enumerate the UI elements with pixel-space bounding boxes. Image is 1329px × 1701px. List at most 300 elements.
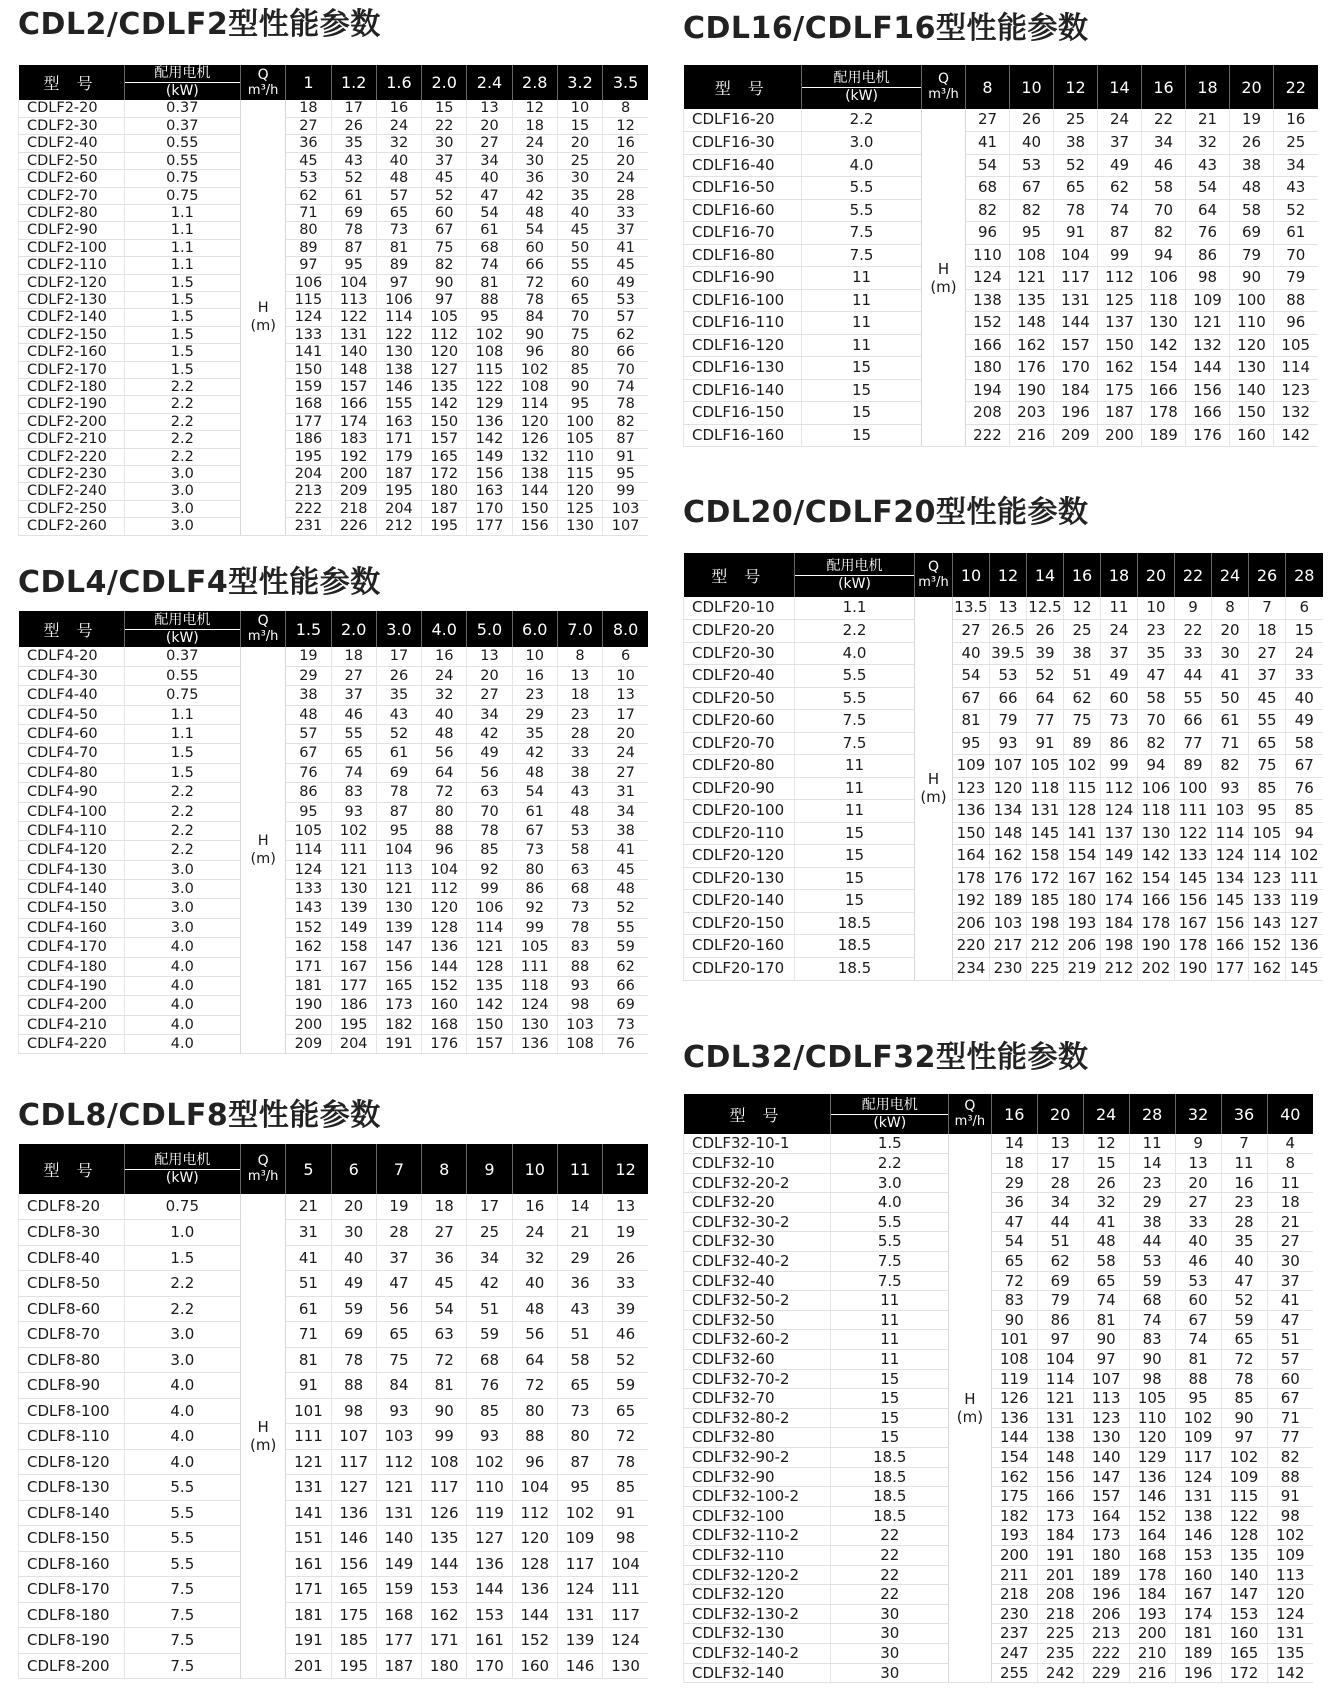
motor-power-cell: 2.2 (124, 413, 240, 430)
head-value-cell: 48 (1230, 177, 1274, 200)
head-value-cell: 16 (512, 666, 557, 685)
head-value-cell: 127 (331, 1475, 376, 1501)
head-value-cell: 74 (1098, 199, 1142, 222)
head-value-cell: 117 (1175, 1448, 1221, 1468)
table-row (684, 424, 1318, 447)
head-value-cell: 111 (331, 841, 376, 860)
head-value-cell: 119 (467, 1500, 512, 1526)
head-value-cell: 50 (557, 239, 602, 256)
head-value-cell: 135 (422, 378, 467, 395)
head-value-cell: 91 (1027, 732, 1064, 755)
head-value-cell: 27 (467, 135, 512, 152)
motor-power-cell: 15 (802, 357, 922, 380)
head-value-cell: 30 (422, 135, 467, 152)
model-cell: CDLF32-110-2 (684, 1526, 831, 1546)
table-row (684, 379, 1318, 402)
head-value-cell: 7 (1221, 1134, 1267, 1154)
flow-header: 4.0 (422, 611, 467, 647)
head-value-cell: 117 (603, 1602, 648, 1628)
head-value-cell: 52 (422, 187, 467, 204)
head-value-cell: 158 (331, 938, 376, 957)
motor-power-cell: 0.55 (124, 152, 240, 169)
table-row (684, 822, 1323, 845)
motor-power-cell: 22 (831, 1526, 949, 1546)
head-value-cell: 212 (1101, 957, 1138, 980)
head-value-cell: 173 (1037, 1506, 1083, 1526)
table-row (19, 1526, 649, 1552)
model-cell: CDLF32-90-2 (684, 1448, 831, 1468)
head-value-cell: 162 (1010, 334, 1054, 357)
motor-power-cell: 3.0 (124, 880, 240, 899)
head-value-cell: 31 (286, 1220, 331, 1246)
motor-power-cell: 2.2 (124, 1271, 240, 1297)
head-value-cell: 95 (603, 466, 648, 483)
head-value-cell: 86 (1186, 244, 1230, 267)
table-row (684, 1408, 1314, 1428)
table-row (19, 1347, 649, 1373)
table-row (19, 222, 649, 239)
head-value-cell: 202 (1138, 957, 1175, 980)
header-q-label: Q (257, 1153, 269, 1169)
motor-power-cell: 4.0 (124, 1424, 240, 1450)
model-cell: CDLF20-70 (684, 732, 795, 755)
head-unit-cell (241, 647, 286, 1054)
head-value-cell: 23 (557, 705, 602, 724)
motor-power-cell: 2.2 (802, 109, 922, 132)
head-value-cell: 20 (603, 152, 648, 169)
motor-power-cell: 0.55 (124, 135, 240, 152)
head-value-cell: 36 (991, 1193, 1037, 1213)
model-cell: CDLF2-60 (19, 170, 125, 187)
head-value-cell: 43 (331, 152, 376, 169)
head-value-cell: 104 (376, 841, 421, 860)
head-value-cell: 88 (467, 291, 512, 308)
head-value-cell: 47 (1138, 665, 1175, 688)
flow-header: 12 (1054, 65, 1098, 109)
motor-power-cell: 22 (831, 1585, 949, 1605)
head-value-cell: 31 (603, 783, 648, 802)
head-value-cell: 58 (1138, 687, 1175, 710)
head-value-cell: 65 (331, 744, 376, 763)
head-value-cell: 29 (557, 1245, 602, 1271)
head-value-cell: 44 (1037, 1212, 1083, 1232)
motor-power-cell: 18.5 (795, 957, 915, 980)
head-value-cell: 168 (376, 1602, 421, 1628)
head-value-cell: 81 (376, 239, 421, 256)
table-row (684, 867, 1323, 890)
head-value-cell: 189 (990, 890, 1027, 913)
head-value-cell: 90 (422, 1398, 467, 1424)
model-cell: CDLF8-60 (19, 1296, 125, 1322)
head-value-cell: 86 (1101, 732, 1138, 755)
head-unit-cell (241, 1194, 286, 1679)
head-value-cell: 131 (1267, 1624, 1313, 1644)
head-unit: (m) (956, 1408, 984, 1427)
head-value-cell: 72 (512, 1373, 557, 1399)
model-cell: CDLF8-120 (19, 1449, 125, 1475)
head-value-cell: 76 (1286, 777, 1323, 800)
head-value-cell: 60 (422, 204, 467, 221)
head-value-cell: 124 (1267, 1604, 1313, 1624)
head-value-cell: 17 (1037, 1154, 1083, 1174)
head-value-cell: 99 (512, 918, 557, 937)
head-value-cell: 85 (1286, 800, 1323, 823)
head-value-cell: 204 (331, 1035, 376, 1054)
model-cell: CDLF32-100-2 (684, 1487, 831, 1507)
model-cell: CDLF8-160 (19, 1551, 125, 1577)
table-row (19, 821, 649, 840)
head-value-cell: 109 (1186, 289, 1230, 312)
flow-header: 12 (603, 1144, 648, 1194)
flow-header: 24 (1083, 1094, 1129, 1134)
model-cell: CDLF4-120 (19, 841, 125, 860)
table-row (19, 257, 649, 274)
head-label: H (927, 770, 940, 789)
head-value-cell: 95 (557, 396, 602, 413)
head-value-cell: 93 (557, 976, 602, 995)
head-value-cell: 124 (966, 267, 1010, 290)
table-row (684, 957, 1323, 980)
motor-power-cell: 1.1 (124, 222, 240, 239)
head-value-cell: 58 (557, 1347, 602, 1373)
head-value-cell: 41 (966, 132, 1010, 155)
head-value-cell: 213 (286, 483, 331, 500)
head-value-cell: 166 (1142, 379, 1186, 402)
head-value-cell: 212 (376, 518, 421, 535)
head-value-cell: 63 (557, 860, 602, 879)
head-value-cell: 16 (512, 1194, 557, 1220)
head-value-cell: 150 (1230, 402, 1274, 425)
head-value-cell: 176 (422, 1035, 467, 1054)
head-value-cell: 55 (1249, 710, 1286, 733)
head-value-cell: 9 (1175, 597, 1212, 620)
table-row (684, 177, 1318, 200)
table-row (19, 344, 649, 361)
head-value-cell: 78 (512, 291, 557, 308)
head-value-cell: 127 (422, 361, 467, 378)
motor-power-cell: 5.5 (124, 1500, 240, 1526)
head-value-cell: 43 (1186, 154, 1230, 177)
model-cell: CDLF2-120 (19, 274, 125, 291)
head-value-cell: 23 (1221, 1193, 1267, 1213)
head-value-cell: 192 (331, 448, 376, 465)
table-row (19, 483, 649, 500)
head-value-cell: 115 (1221, 1487, 1267, 1507)
head-value-cell: 79 (990, 710, 1027, 733)
head-value-cell: 125 (1098, 289, 1142, 312)
head-value-cell: 160 (1175, 1565, 1221, 1585)
head-value-cell: 168 (1129, 1545, 1175, 1565)
head-value-cell: 91 (603, 1500, 648, 1526)
header-model: 型 号 (684, 553, 795, 597)
head-value-cell: 146 (1175, 1526, 1221, 1546)
head-value-cell: 48 (286, 705, 331, 724)
head-value-cell: 187 (376, 466, 421, 483)
head-value-cell: 37 (1249, 665, 1286, 688)
table-row (19, 1271, 649, 1297)
flow-header: 20 (1037, 1094, 1083, 1134)
motor-power-cell: 11 (802, 312, 922, 335)
flow-header: 9 (467, 1144, 512, 1194)
head-value-cell: 152 (1249, 935, 1286, 958)
head-value-cell: 10 (1138, 597, 1175, 620)
head-value-cell: 143 (286, 899, 331, 918)
model-cell: CDLF8-20 (19, 1194, 125, 1220)
head-value-cell: 189 (1083, 1565, 1129, 1585)
head-value-cell: 127 (467, 1526, 512, 1552)
head-value-cell: 106 (286, 274, 331, 291)
model-cell: CDLF32-140-2 (684, 1643, 831, 1663)
head-value-cell: 131 (286, 1475, 331, 1501)
head-value-cell: 180 (1064, 890, 1101, 913)
table-row (684, 1212, 1314, 1232)
header-motor-label: 配用电机 (125, 612, 240, 630)
table-row (684, 1310, 1314, 1330)
model-cell: CDLF2-110 (19, 257, 125, 274)
head-value-cell: 12 (512, 100, 557, 117)
motor-power-cell: 2.2 (124, 448, 240, 465)
head-value-cell: 17 (603, 705, 648, 724)
table-row (684, 912, 1323, 935)
head-value-cell: 139 (376, 918, 421, 937)
flow-header: 20 (1138, 553, 1175, 597)
head-value-cell: 29 (1129, 1193, 1175, 1213)
head-value-cell: 106 (1138, 777, 1175, 800)
model-cell: CDLF4-70 (19, 744, 125, 763)
head-value-cell: 172 (422, 466, 467, 483)
head-value-cell: 166 (1138, 890, 1175, 913)
head-value-cell: 234 (953, 957, 990, 980)
table-row (19, 1602, 649, 1628)
head-value-cell: 16 (376, 100, 421, 117)
head-value-cell: 18 (1267, 1193, 1313, 1213)
head-value-cell: 109 (1267, 1545, 1313, 1565)
motor-power-cell: 5.5 (831, 1232, 949, 1252)
head-value-cell: 192 (953, 890, 990, 913)
head-value-cell: 18 (422, 1194, 467, 1220)
head-value-cell: 43 (376, 705, 421, 724)
flow-header: 14 (1027, 553, 1064, 597)
head-value-cell: 187 (422, 500, 467, 517)
section-title-cdl4: CDL4/CDLF4型性能参数 (18, 565, 381, 600)
model-cell: CDLF20-10 (684, 597, 795, 620)
model-cell: CDLF32-20-2 (684, 1173, 831, 1193)
head-value-cell: 222 (286, 500, 331, 517)
head-value-cell: 108 (1010, 244, 1054, 267)
model-cell: CDLF20-140 (684, 890, 795, 913)
head-value-cell: 151 (286, 1526, 331, 1552)
motor-power-cell: 7.5 (124, 1653, 240, 1679)
head-value-cell: 120 (422, 344, 467, 361)
flow-header: 8 (966, 65, 1010, 109)
head-unit-cell (241, 100, 286, 535)
head-value-cell: 144 (1186, 357, 1230, 380)
motor-power-cell: 0.37 (124, 647, 240, 666)
head-value-cell: 138 (1175, 1506, 1221, 1526)
head-value-cell: 45 (286, 152, 331, 169)
head-value-cell: 20 (467, 117, 512, 134)
head-value-cell: 85 (1221, 1389, 1267, 1409)
head-value-cell: 71 (1267, 1408, 1313, 1428)
head-value-cell: 80 (557, 1424, 602, 1450)
head-value-cell: 204 (286, 466, 331, 483)
head-unit: (m) (250, 318, 276, 335)
head-value-cell: 41 (1083, 1212, 1129, 1232)
motor-power-cell: 3.0 (124, 518, 240, 535)
head-value-cell: 114 (1274, 357, 1318, 380)
table-row (19, 431, 649, 448)
head-value-cell: 148 (1037, 1448, 1083, 1468)
performance-table (683, 65, 1318, 447)
head-value-cell: 82 (1212, 755, 1249, 778)
head-value-cell: 104 (1037, 1350, 1083, 1370)
head-value-cell: 88 (557, 957, 602, 976)
head-value-cell: 70 (1274, 244, 1318, 267)
head-value-cell: 220 (953, 935, 990, 958)
head-value-cell: 112 (512, 1500, 557, 1526)
head-value-cell: 108 (467, 344, 512, 361)
flow-header: 14 (1098, 65, 1142, 109)
header-motor-label: 配用电机 (795, 558, 914, 576)
header-motor-label: 配用电机 (125, 1152, 240, 1170)
flow-header: 10 (953, 553, 990, 597)
head-value-cell: 27 (422, 1220, 467, 1246)
head-value-cell: 131 (376, 1500, 421, 1526)
header-q-label: Q (964, 1098, 976, 1114)
head-value-cell: 90 (512, 326, 557, 343)
head-value-cell: 60 (1267, 1369, 1313, 1389)
head-value-cell: 18 (331, 647, 376, 666)
head-value-cell: 46 (1142, 154, 1186, 177)
head-unit: (m) (250, 851, 276, 868)
head-value-cell: 82 (603, 413, 648, 430)
head-value-cell: 68 (467, 239, 512, 256)
head-value-cell: 166 (1186, 402, 1230, 425)
head-value-cell: 60 (1175, 1291, 1221, 1311)
head-value-cell: 165 (376, 976, 421, 995)
head-value-cell: 117 (1054, 267, 1098, 290)
head-value-cell: 99 (1101, 755, 1138, 778)
header-motor-unit: (kW) (838, 575, 871, 592)
head-value-cell: 57 (286, 725, 331, 744)
model-cell: CDLF32-60-2 (684, 1330, 831, 1350)
head-value-cell: 20 (1175, 1173, 1221, 1193)
motor-power-cell: 5.5 (795, 687, 915, 710)
table-row (19, 976, 649, 995)
head-value-cell: 48 (422, 725, 467, 744)
head-value-cell: 21 (1267, 1212, 1313, 1232)
head-value-cell: 140 (1230, 379, 1274, 402)
head-value-cell: 8 (1267, 1154, 1313, 1174)
head-value-cell: 82 (1142, 222, 1186, 245)
head-value-cell: 184 (1037, 1526, 1083, 1546)
motor-power-cell: 2.2 (124, 396, 240, 413)
header-q-unit: m³/h (918, 575, 949, 590)
head-value-cell: 82 (1138, 732, 1175, 755)
head-value-cell: 86 (286, 783, 331, 802)
table-row (19, 1653, 649, 1679)
head-value-cell: 167 (1175, 1585, 1221, 1605)
flow-header: 2.4 (467, 65, 512, 100)
table-row (684, 357, 1318, 380)
motor-power-cell: 30 (831, 1604, 949, 1624)
head-value-cell: 65 (991, 1252, 1037, 1272)
head-value-cell: 136 (467, 1551, 512, 1577)
flow-header: 5 (286, 1144, 331, 1194)
head-value-cell: 60 (1101, 687, 1138, 710)
head-value-cell: 95 (467, 309, 512, 326)
head-value-cell: 191 (1037, 1545, 1083, 1565)
header-motor-unit: (kW) (165, 1169, 199, 1186)
head-value-cell: 59 (467, 1322, 512, 1348)
head-value-cell: 107 (331, 1424, 376, 1450)
head-value-cell: 113 (331, 291, 376, 308)
head-value-cell: 176 (1186, 424, 1230, 447)
head-value-cell: 74 (467, 257, 512, 274)
head-value-cell: 38 (1129, 1212, 1175, 1232)
model-cell: CDLF16-60 (684, 199, 802, 222)
table-row (19, 1449, 649, 1475)
model-cell: CDLF32-60 (684, 1350, 831, 1370)
head-value-cell: 82 (1010, 199, 1054, 222)
head-value-cell: 109 (1175, 1428, 1221, 1448)
head-value-cell: 45 (422, 1271, 467, 1297)
motor-power-cell: 5.5 (802, 199, 922, 222)
head-value-cell: 156 (331, 1551, 376, 1577)
head-value-cell: 25 (1064, 620, 1101, 643)
head-value-cell: 25 (1274, 132, 1318, 155)
head-value-cell: 32 (422, 686, 467, 705)
flow-header: 28 (1286, 553, 1323, 597)
head-value-cell: 166 (966, 334, 1010, 357)
head-value-cell: 110 (966, 244, 1010, 267)
motor-power-cell: 7.5 (831, 1271, 949, 1291)
motor-power-cell: 5.5 (795, 665, 915, 688)
head-value-cell: 65 (376, 204, 421, 221)
model-cell: CDLF2-130 (19, 291, 125, 308)
table-row (684, 1252, 1314, 1272)
head-value-cell: 36 (286, 135, 331, 152)
head-value-cell: 59 (331, 1296, 376, 1322)
head-value-cell: 131 (1037, 1408, 1083, 1428)
head-value-cell: 153 (422, 1577, 467, 1603)
head-value-cell: 178 (1138, 912, 1175, 935)
motor-power-cell: 30 (831, 1663, 949, 1683)
head-value-cell: 218 (991, 1585, 1037, 1605)
head-value-cell: 181 (1175, 1624, 1221, 1644)
head-value-cell: 103 (1212, 800, 1249, 823)
head-value-cell: 152 (422, 976, 467, 995)
head-value-cell: 141 (286, 344, 331, 361)
head-value-cell: 156 (1037, 1467, 1083, 1487)
head-value-cell: 54 (966, 154, 1010, 177)
head-value-cell: 107 (990, 755, 1027, 778)
head-value-cell: 24 (512, 1220, 557, 1246)
header-model: 型 号 (684, 65, 802, 109)
table-row (19, 647, 649, 666)
table-row (684, 244, 1318, 267)
head-value-cell: 48 (1083, 1232, 1129, 1252)
head-value-cell: 212 (1027, 935, 1064, 958)
head-value-cell: 35 (1138, 642, 1175, 665)
head-value-cell: 131 (331, 326, 376, 343)
table-row (19, 500, 649, 517)
head-value-cell: 164 (1083, 1506, 1129, 1526)
head-value-cell: 24 (376, 117, 421, 134)
head-value-cell: 48 (557, 802, 602, 821)
head-value-cell: 51 (1267, 1330, 1313, 1350)
motor-power-cell: 18.5 (831, 1448, 949, 1468)
